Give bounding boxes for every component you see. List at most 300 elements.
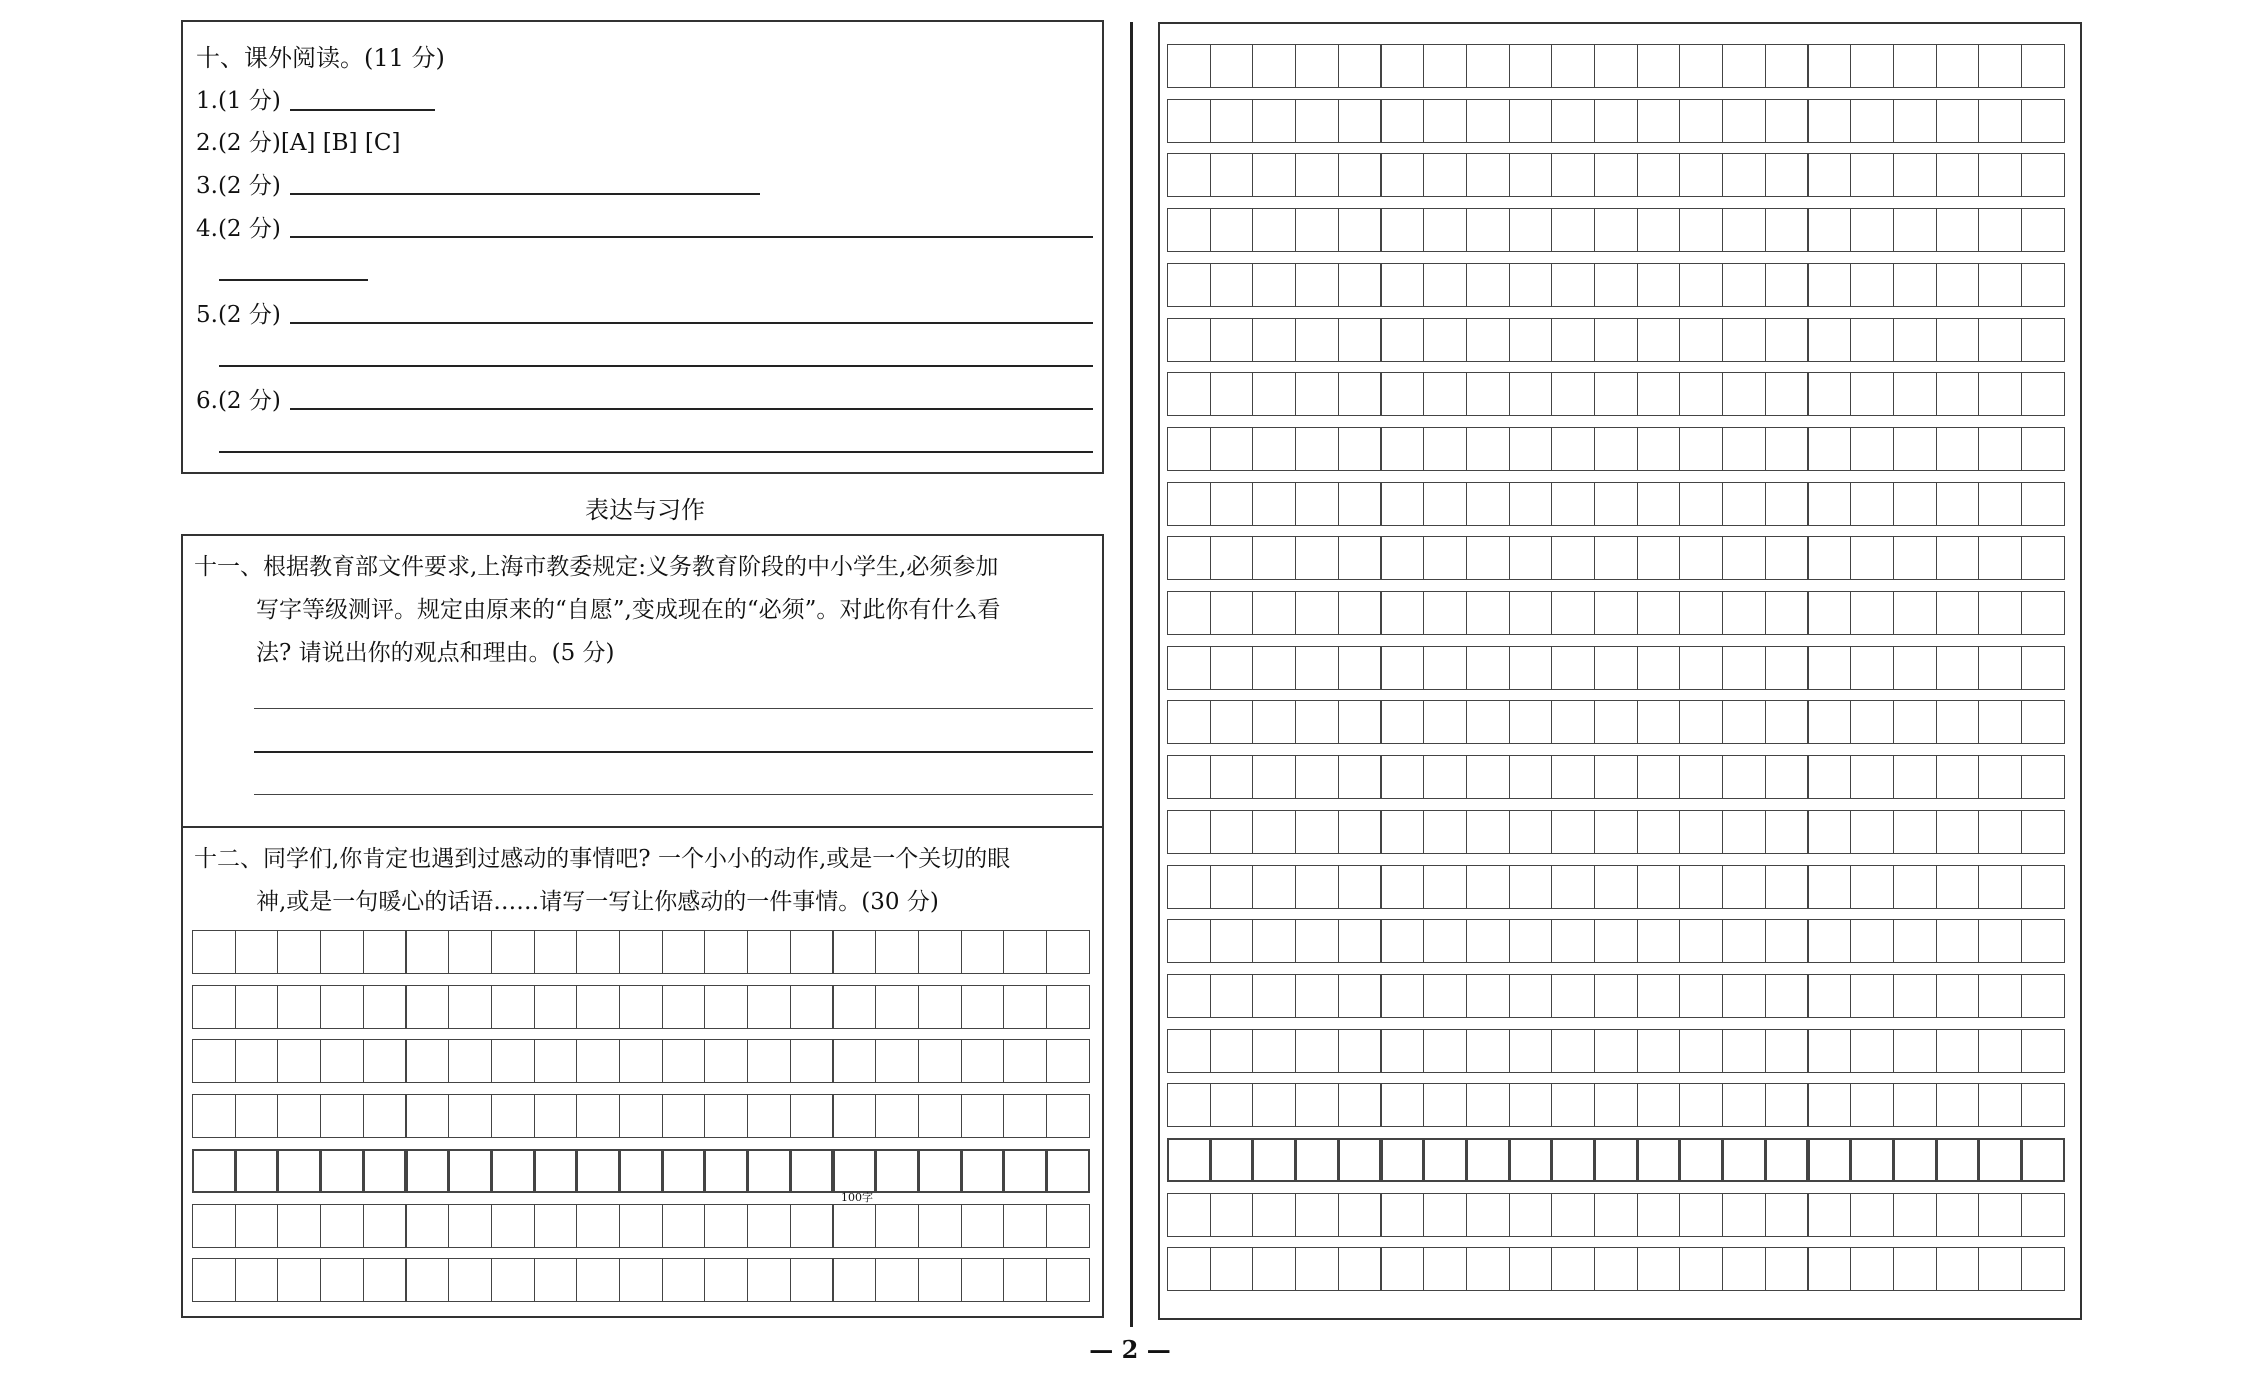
grid-cell[interactable] bbox=[1808, 591, 1852, 635]
grid-cell[interactable] bbox=[1551, 263, 1595, 307]
grid-cell[interactable] bbox=[1338, 208, 1382, 252]
grid-cell[interactable] bbox=[1850, 208, 1894, 252]
grid-cell[interactable] bbox=[1210, 1029, 1254, 1073]
grid-cell[interactable] bbox=[1637, 1193, 1681, 1237]
grid-cell[interactable] bbox=[1978, 1247, 2022, 1291]
grid-cell[interactable] bbox=[1765, 44, 1809, 88]
grid-cell[interactable] bbox=[1509, 1138, 1553, 1182]
grid-cell[interactable] bbox=[1893, 1029, 1937, 1073]
grid-cell[interactable] bbox=[1679, 1247, 1723, 1291]
grid-cell[interactable] bbox=[1893, 1247, 1937, 1291]
grid-cell[interactable] bbox=[320, 1039, 364, 1083]
grid-cell[interactable] bbox=[1003, 1204, 1047, 1248]
grid-cell[interactable] bbox=[1338, 974, 1382, 1018]
grid-cell[interactable] bbox=[1210, 919, 1254, 963]
grid-cell[interactable] bbox=[2021, 208, 2065, 252]
grid-cell[interactable] bbox=[1637, 919, 1681, 963]
grid-cell[interactable] bbox=[1551, 1083, 1595, 1127]
grid-cell[interactable] bbox=[1679, 1193, 1723, 1237]
grid-cell[interactable] bbox=[833, 930, 877, 974]
grid-cell[interactable] bbox=[1936, 153, 1980, 197]
grid-cell[interactable] bbox=[406, 930, 450, 974]
grid-cell[interactable] bbox=[1722, 99, 1766, 143]
grid-cell[interactable] bbox=[448, 1258, 492, 1302]
q11-answer-line-2[interactable] bbox=[254, 751, 1093, 753]
grid-cell[interactable] bbox=[1808, 44, 1852, 88]
grid-cell[interactable] bbox=[363, 1039, 407, 1083]
grid-cell[interactable] bbox=[1381, 974, 1425, 1018]
grid-cell[interactable] bbox=[1509, 1193, 1553, 1237]
grid-cell[interactable] bbox=[1722, 1247, 1766, 1291]
grid-cell[interactable] bbox=[1679, 536, 1723, 580]
grid-cell[interactable] bbox=[1210, 1083, 1254, 1127]
grid-cell[interactable] bbox=[1210, 482, 1254, 526]
grid-cell[interactable] bbox=[406, 1149, 450, 1193]
grid-cell[interactable] bbox=[192, 1149, 236, 1193]
grid-cell[interactable] bbox=[1722, 755, 1766, 799]
grid-cell[interactable] bbox=[1046, 985, 1090, 1029]
grid-cell[interactable] bbox=[1978, 1083, 2022, 1127]
grid-cell[interactable] bbox=[1936, 372, 1980, 416]
q10-item-5-answer-line-2[interactable] bbox=[219, 365, 1093, 367]
grid-cell[interactable] bbox=[2021, 536, 2065, 580]
grid-cell[interactable] bbox=[1338, 810, 1382, 854]
q10-item-4-answer-line-2[interactable] bbox=[219, 279, 368, 281]
grid-cell[interactable] bbox=[1509, 153, 1553, 197]
grid-cell[interactable] bbox=[1466, 1193, 1510, 1237]
q10-item-3-answer-line[interactable] bbox=[290, 193, 760, 195]
grid-cell[interactable] bbox=[1167, 263, 1211, 307]
grid-cell[interactable] bbox=[1765, 427, 1809, 471]
grid-cell[interactable] bbox=[1936, 99, 1980, 143]
grid-cell[interactable] bbox=[704, 1149, 748, 1193]
grid-cell[interactable] bbox=[1338, 153, 1382, 197]
q10-item-1-answer-line[interactable] bbox=[290, 109, 435, 111]
grid-cell[interactable] bbox=[1551, 810, 1595, 854]
grid-cell[interactable] bbox=[1978, 263, 2022, 307]
grid-cell[interactable] bbox=[1637, 482, 1681, 526]
grid-cell[interactable] bbox=[1893, 1138, 1937, 1182]
grid-cell[interactable] bbox=[1850, 263, 1894, 307]
grid-cell[interactable] bbox=[704, 1258, 748, 1302]
grid-cell[interactable] bbox=[1295, 591, 1339, 635]
grid-cell[interactable] bbox=[1679, 208, 1723, 252]
grid-cell[interactable] bbox=[1295, 1138, 1339, 1182]
grid-cell[interactable] bbox=[1637, 1029, 1681, 1073]
grid-cell[interactable] bbox=[235, 930, 279, 974]
grid-cell[interactable] bbox=[1423, 1193, 1467, 1237]
grid-cell[interactable] bbox=[1167, 1029, 1211, 1073]
grid-cell[interactable] bbox=[1295, 99, 1339, 143]
grid-cell[interactable] bbox=[1722, 482, 1766, 526]
grid-cell[interactable] bbox=[1936, 700, 1980, 744]
grid-cell[interactable] bbox=[1046, 1149, 1090, 1193]
grid-cell[interactable] bbox=[1381, 99, 1425, 143]
grid-cell[interactable] bbox=[406, 1094, 450, 1138]
grid-cell[interactable] bbox=[1594, 646, 1638, 690]
grid-cell[interactable] bbox=[363, 1094, 407, 1138]
grid-cell[interactable] bbox=[1893, 646, 1937, 690]
grid-cell[interactable] bbox=[491, 1039, 535, 1083]
grid-cell[interactable] bbox=[961, 1258, 1005, 1302]
grid-cell[interactable] bbox=[1594, 263, 1638, 307]
grid-cell[interactable] bbox=[1167, 1083, 1211, 1127]
grid-cell[interactable] bbox=[1338, 700, 1382, 744]
grid-cell[interactable] bbox=[1210, 1138, 1254, 1182]
grid-cell[interactable] bbox=[1003, 1094, 1047, 1138]
grid-cell[interactable] bbox=[1978, 646, 2022, 690]
grid-cell[interactable] bbox=[1466, 482, 1510, 526]
grid-cell[interactable] bbox=[2021, 318, 2065, 362]
grid-cell[interactable] bbox=[1338, 1247, 1382, 1291]
grid-cell[interactable] bbox=[1423, 810, 1467, 854]
grid-cell[interactable] bbox=[1509, 974, 1553, 1018]
grid-cell[interactable] bbox=[1167, 919, 1211, 963]
grid-cell[interactable] bbox=[1936, 536, 1980, 580]
grid-cell[interactable] bbox=[1423, 919, 1467, 963]
grid-cell[interactable] bbox=[1551, 1247, 1595, 1291]
grid-cell[interactable] bbox=[448, 1149, 492, 1193]
grid-cell[interactable] bbox=[1722, 427, 1766, 471]
grid-cell[interactable] bbox=[576, 1149, 620, 1193]
grid-cell[interactable] bbox=[1765, 1193, 1809, 1237]
grid-cell[interactable] bbox=[1594, 1083, 1638, 1127]
grid-cell[interactable] bbox=[1679, 700, 1723, 744]
grid-cell[interactable] bbox=[619, 1204, 663, 1248]
grid-cell[interactable] bbox=[1808, 99, 1852, 143]
grid-cell[interactable] bbox=[363, 930, 407, 974]
grid-cell[interactable] bbox=[1003, 1039, 1047, 1083]
grid-cell[interactable] bbox=[534, 1039, 578, 1083]
grid-cell[interactable] bbox=[1210, 427, 1254, 471]
grid-cell[interactable] bbox=[1295, 974, 1339, 1018]
grid-cell[interactable] bbox=[662, 1039, 706, 1083]
grid-cell[interactable] bbox=[1808, 646, 1852, 690]
grid-cell[interactable] bbox=[1551, 865, 1595, 909]
grid-cell[interactable] bbox=[833, 985, 877, 1029]
grid-cell[interactable] bbox=[1850, 810, 1894, 854]
grid-cell[interactable] bbox=[1423, 536, 1467, 580]
grid-cell[interactable] bbox=[1423, 974, 1467, 1018]
grid-cell[interactable] bbox=[1338, 263, 1382, 307]
grid-cell[interactable] bbox=[961, 1094, 1005, 1138]
grid-cell[interactable] bbox=[1594, 153, 1638, 197]
grid-cell[interactable] bbox=[1210, 974, 1254, 1018]
grid-cell[interactable] bbox=[491, 930, 535, 974]
grid-cell[interactable] bbox=[1167, 1193, 1211, 1237]
grid-cell[interactable] bbox=[1893, 536, 1937, 580]
grid-cell[interactable] bbox=[320, 985, 364, 1029]
grid-cell[interactable] bbox=[1003, 1258, 1047, 1302]
grid-cell[interactable] bbox=[1637, 700, 1681, 744]
grid-cell[interactable] bbox=[918, 1204, 962, 1248]
grid-cell[interactable] bbox=[1808, 1083, 1852, 1127]
grid-cell[interactable] bbox=[1551, 372, 1595, 416]
q10-item-6-answer-line-2[interactable] bbox=[219, 451, 1093, 453]
grid-cell[interactable] bbox=[1046, 1204, 1090, 1248]
grid-cell[interactable] bbox=[1295, 865, 1339, 909]
grid-cell[interactable] bbox=[1637, 1247, 1681, 1291]
grid-cell[interactable] bbox=[2021, 482, 2065, 526]
grid-cell[interactable] bbox=[833, 1258, 877, 1302]
grid-cell[interactable] bbox=[1338, 1193, 1382, 1237]
grid-cell[interactable] bbox=[1594, 919, 1638, 963]
grid-cell[interactable] bbox=[1722, 536, 1766, 580]
grid-cell[interactable] bbox=[1295, 1247, 1339, 1291]
grid-cell[interactable] bbox=[1936, 1193, 1980, 1237]
grid-cell[interactable] bbox=[790, 930, 834, 974]
grid-cell[interactable] bbox=[1722, 919, 1766, 963]
grid-cell[interactable] bbox=[1423, 372, 1467, 416]
grid-cell[interactable] bbox=[1978, 919, 2022, 963]
grid-cell[interactable] bbox=[448, 985, 492, 1029]
grid-cell[interactable] bbox=[1252, 591, 1296, 635]
grid-cell[interactable] bbox=[576, 1094, 620, 1138]
grid-cell[interactable] bbox=[619, 985, 663, 1029]
grid-cell[interactable] bbox=[1893, 700, 1937, 744]
grid-cell[interactable] bbox=[1594, 318, 1638, 362]
grid-cell[interactable] bbox=[1850, 44, 1894, 88]
grid-cell[interactable] bbox=[875, 1258, 919, 1302]
grid-cell[interactable] bbox=[1637, 318, 1681, 362]
grid-cell[interactable] bbox=[1252, 1247, 1296, 1291]
grid-cell[interactable] bbox=[1850, 318, 1894, 362]
grid-cell[interactable] bbox=[1850, 99, 1894, 143]
grid-cell[interactable] bbox=[1850, 700, 1894, 744]
grid-cell[interactable] bbox=[1167, 646, 1211, 690]
grid-cell[interactable] bbox=[961, 1149, 1005, 1193]
grid-cell[interactable] bbox=[1252, 700, 1296, 744]
grid-cell[interactable] bbox=[1594, 865, 1638, 909]
grid-cell[interactable] bbox=[1381, 865, 1425, 909]
grid-cell[interactable] bbox=[1551, 427, 1595, 471]
grid-cell[interactable] bbox=[1466, 755, 1510, 799]
grid-cell[interactable] bbox=[1210, 208, 1254, 252]
grid-cell[interactable] bbox=[1381, 153, 1425, 197]
grid-cell[interactable] bbox=[1509, 208, 1553, 252]
grid-cell[interactable] bbox=[1167, 318, 1211, 362]
grid-cell[interactable] bbox=[1765, 536, 1809, 580]
grid-cell[interactable] bbox=[1210, 536, 1254, 580]
grid-cell[interactable] bbox=[192, 930, 236, 974]
grid-cell[interactable] bbox=[1978, 318, 2022, 362]
grid-cell[interactable] bbox=[1808, 865, 1852, 909]
grid-cell[interactable] bbox=[2021, 810, 2065, 854]
grid-cell[interactable] bbox=[619, 1039, 663, 1083]
grid-cell[interactable] bbox=[1808, 700, 1852, 744]
grid-cell[interactable] bbox=[1722, 208, 1766, 252]
grid-cell[interactable] bbox=[1850, 372, 1894, 416]
grid-cell[interactable] bbox=[961, 1039, 1005, 1083]
grid-cell[interactable] bbox=[1850, 755, 1894, 799]
q10-item-5-answer-line[interactable] bbox=[290, 322, 1093, 324]
grid-cell[interactable] bbox=[1893, 153, 1937, 197]
grid-cell[interactable] bbox=[1893, 755, 1937, 799]
grid-cell[interactable] bbox=[1423, 755, 1467, 799]
grid-cell[interactable] bbox=[534, 1149, 578, 1193]
grid-cell[interactable] bbox=[235, 1204, 279, 1248]
grid-cell[interactable] bbox=[1722, 974, 1766, 1018]
grid-cell[interactable] bbox=[1808, 153, 1852, 197]
grid-cell[interactable] bbox=[1252, 153, 1296, 197]
grid-cell[interactable] bbox=[1167, 1247, 1211, 1291]
grid-cell[interactable] bbox=[1808, 318, 1852, 362]
grid-cell[interactable] bbox=[277, 1204, 321, 1248]
grid-cell[interactable] bbox=[1466, 919, 1510, 963]
grid-cell[interactable] bbox=[1594, 44, 1638, 88]
grid-cell[interactable] bbox=[1808, 427, 1852, 471]
grid-cell[interactable] bbox=[1466, 974, 1510, 1018]
grid-cell[interactable] bbox=[1338, 755, 1382, 799]
grid-cell[interactable] bbox=[662, 1204, 706, 1248]
grid-cell[interactable] bbox=[1808, 810, 1852, 854]
grid-cell[interactable] bbox=[1551, 482, 1595, 526]
grid-cell[interactable] bbox=[1210, 318, 1254, 362]
grid-cell[interactable] bbox=[1978, 153, 2022, 197]
grid-cell[interactable] bbox=[1594, 482, 1638, 526]
grid-cell[interactable] bbox=[1978, 810, 2022, 854]
grid-cell[interactable] bbox=[1338, 1083, 1382, 1127]
grid-cell[interactable] bbox=[1765, 1247, 1809, 1291]
grid-cell[interactable] bbox=[1679, 865, 1723, 909]
grid-cell[interactable] bbox=[576, 985, 620, 1029]
grid-cell[interactable] bbox=[1808, 482, 1852, 526]
grid-cell[interactable] bbox=[875, 1039, 919, 1083]
grid-cell[interactable] bbox=[1679, 646, 1723, 690]
grid-cell[interactable] bbox=[1210, 44, 1254, 88]
grid-cell[interactable] bbox=[1679, 482, 1723, 526]
grid-cell[interactable] bbox=[1893, 318, 1937, 362]
grid-cell[interactable] bbox=[1046, 1258, 1090, 1302]
grid-cell[interactable] bbox=[1850, 482, 1894, 526]
grid-cell[interactable] bbox=[1765, 318, 1809, 362]
grid-cell[interactable] bbox=[747, 930, 791, 974]
grid-cell[interactable] bbox=[1551, 1138, 1595, 1182]
grid-cell[interactable] bbox=[704, 1204, 748, 1248]
grid-cell[interactable] bbox=[2021, 865, 2065, 909]
grid-cell[interactable] bbox=[1551, 318, 1595, 362]
grid-cell[interactable] bbox=[1637, 99, 1681, 143]
grid-cell[interactable] bbox=[1722, 646, 1766, 690]
grid-cell[interactable] bbox=[576, 1039, 620, 1083]
grid-cell[interactable] bbox=[406, 1204, 450, 1248]
grid-cell[interactable] bbox=[1252, 755, 1296, 799]
grid-cell[interactable] bbox=[1295, 1083, 1339, 1127]
grid-cell[interactable] bbox=[1850, 536, 1894, 580]
grid-cell[interactable] bbox=[1252, 1138, 1296, 1182]
grid-cell[interactable] bbox=[1679, 153, 1723, 197]
grid-cell[interactable] bbox=[1295, 153, 1339, 197]
grid-cell[interactable] bbox=[1381, 1247, 1425, 1291]
grid-cell[interactable] bbox=[1509, 1247, 1553, 1291]
grid-cell[interactable] bbox=[1637, 44, 1681, 88]
grid-cell[interactable] bbox=[747, 1094, 791, 1138]
grid-cell[interactable] bbox=[1637, 372, 1681, 416]
grid-cell[interactable] bbox=[1551, 755, 1595, 799]
grid-cell[interactable] bbox=[1252, 427, 1296, 471]
grid-cell[interactable] bbox=[320, 1149, 364, 1193]
grid-cell[interactable] bbox=[1594, 755, 1638, 799]
grid-cell[interactable] bbox=[1679, 1029, 1723, 1073]
grid-cell[interactable] bbox=[704, 930, 748, 974]
grid-cell[interactable] bbox=[1003, 930, 1047, 974]
grid-cell[interactable] bbox=[1765, 99, 1809, 143]
grid-cell[interactable] bbox=[1167, 810, 1211, 854]
grid-cell[interactable] bbox=[1978, 208, 2022, 252]
grid-cell[interactable] bbox=[1637, 646, 1681, 690]
grid-cell[interactable] bbox=[1722, 318, 1766, 362]
grid-cell[interactable] bbox=[1295, 700, 1339, 744]
grid-cell[interactable] bbox=[2021, 1193, 2065, 1237]
grid-cell[interactable] bbox=[1210, 865, 1254, 909]
grid-cell[interactable] bbox=[1551, 700, 1595, 744]
grid-cell[interactable] bbox=[1381, 755, 1425, 799]
grid-cell[interactable] bbox=[1978, 372, 2022, 416]
grid-cell[interactable] bbox=[534, 1094, 578, 1138]
grid-cell[interactable] bbox=[1722, 1083, 1766, 1127]
grid-cell[interactable] bbox=[1679, 591, 1723, 635]
grid-cell[interactable] bbox=[1722, 810, 1766, 854]
grid-cell[interactable] bbox=[1509, 1029, 1553, 1073]
grid-cell[interactable] bbox=[1381, 318, 1425, 362]
grid-cell[interactable] bbox=[790, 1149, 834, 1193]
q11-answer-line-3[interactable] bbox=[254, 794, 1093, 795]
grid-cell[interactable] bbox=[2021, 153, 2065, 197]
grid-cell[interactable] bbox=[1808, 1029, 1852, 1073]
grid-cell[interactable] bbox=[1338, 646, 1382, 690]
grid-cell[interactable] bbox=[1722, 263, 1766, 307]
grid-cell[interactable] bbox=[1252, 919, 1296, 963]
grid-cell[interactable] bbox=[277, 930, 321, 974]
grid-cell[interactable] bbox=[1765, 591, 1809, 635]
grid-cell[interactable] bbox=[1252, 99, 1296, 143]
grid-cell[interactable] bbox=[833, 1094, 877, 1138]
grid-cell[interactable] bbox=[1722, 372, 1766, 416]
grid-cell[interactable] bbox=[875, 1204, 919, 1248]
grid-cell[interactable] bbox=[918, 930, 962, 974]
grid-cell[interactable] bbox=[2021, 755, 2065, 799]
grid-cell[interactable] bbox=[1338, 1138, 1382, 1182]
grid-cell[interactable] bbox=[363, 985, 407, 1029]
grid-cell[interactable] bbox=[448, 930, 492, 974]
grid-cell[interactable] bbox=[1381, 1138, 1425, 1182]
grid-cell[interactable] bbox=[1594, 1138, 1638, 1182]
grid-cell[interactable] bbox=[1252, 44, 1296, 88]
grid-cell[interactable] bbox=[2021, 372, 2065, 416]
grid-cell[interactable] bbox=[1252, 810, 1296, 854]
grid-cell[interactable] bbox=[1978, 700, 2022, 744]
grid-cell[interactable] bbox=[1210, 263, 1254, 307]
grid-cell[interactable] bbox=[1679, 810, 1723, 854]
grid-cell[interactable] bbox=[961, 1204, 1005, 1248]
grid-cell[interactable] bbox=[1850, 591, 1894, 635]
grid-cell[interactable] bbox=[1978, 482, 2022, 526]
grid-cell[interactable] bbox=[1594, 372, 1638, 416]
grid-cell[interactable] bbox=[1466, 1083, 1510, 1127]
grid-cell[interactable] bbox=[1808, 974, 1852, 1018]
grid-cell[interactable] bbox=[320, 1258, 364, 1302]
grid-cell[interactable] bbox=[1637, 153, 1681, 197]
grid-cell[interactable] bbox=[1338, 865, 1382, 909]
grid-cell[interactable] bbox=[1679, 755, 1723, 799]
grid-cell[interactable] bbox=[1850, 427, 1894, 471]
grid-cell[interactable] bbox=[1381, 810, 1425, 854]
grid-cell[interactable] bbox=[1808, 1193, 1852, 1237]
grid-cell[interactable] bbox=[1936, 591, 1980, 635]
grid-cell[interactable] bbox=[1423, 1247, 1467, 1291]
grid-cell[interactable] bbox=[1167, 153, 1211, 197]
grid-cell[interactable] bbox=[1252, 208, 1296, 252]
